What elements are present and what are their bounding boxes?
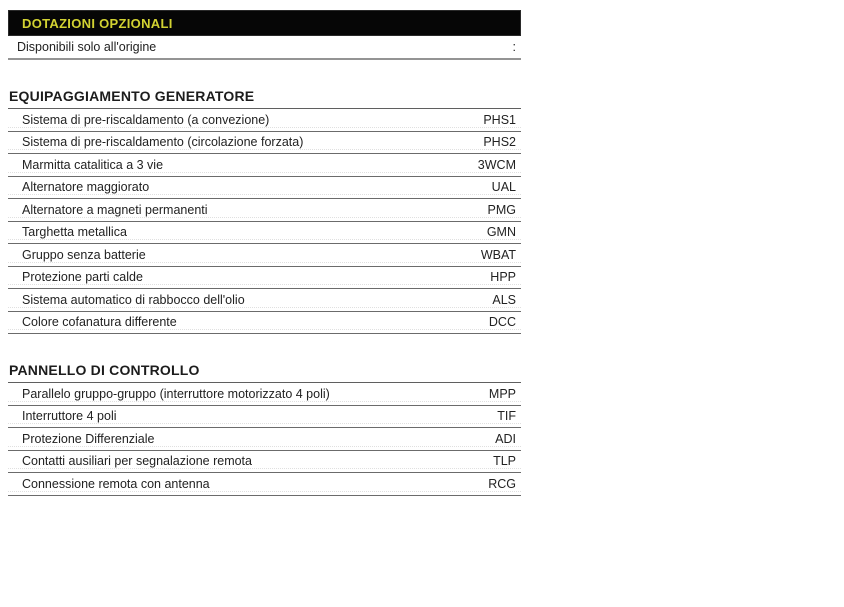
option-code: ALS — [492, 292, 516, 307]
section-pannello-di-controllo — [8, 362, 521, 496]
option-code: UAL — [491, 180, 516, 195]
option-code: 3WCM — [477, 157, 516, 172]
table-row — [8, 109, 521, 132]
option-label: Protezione Differenziale — [22, 431, 155, 446]
page-title: DOTAZIONI OPZIONALI — [22, 15, 173, 31]
option-label: Parallelo gruppo-gruppo (interruttore motorizzato 4 poli) — [22, 386, 330, 401]
table-row — [8, 222, 521, 245]
table-row — [8, 383, 521, 406]
option-label: Colore cofanatura differente — [22, 315, 177, 330]
option-code: TLP — [493, 454, 516, 469]
table-row — [8, 406, 521, 429]
table-row — [8, 312, 521, 335]
table-row — [8, 267, 521, 290]
title-bar — [8, 10, 521, 36]
option-code: GMN — [486, 225, 516, 240]
note-label: Disponibili solo all'origine — [17, 40, 157, 54]
option-code: TIF — [497, 409, 516, 424]
option-code: PMG — [487, 202, 516, 217]
options-table — [8, 382, 521, 496]
option-code: WBAT — [480, 247, 516, 262]
table-row — [8, 154, 521, 177]
option-label: Sistema automatico di rabbocco dell'olio — [22, 292, 245, 307]
option-code: MPP — [488, 386, 516, 401]
options-document — [8, 10, 521, 496]
section-equipaggiamento-generatore — [8, 88, 521, 334]
table-row — [8, 289, 521, 312]
option-code: DCC — [488, 315, 516, 330]
table-row — [8, 244, 521, 267]
options-table — [8, 108, 521, 334]
table-row — [8, 132, 521, 155]
table-row — [8, 177, 521, 200]
option-code: ADI — [495, 431, 516, 446]
option-label: Contatti ausiliari per segnalazione remota — [22, 454, 252, 469]
option-label: Marmitta catalitica a 3 vie — [22, 157, 164, 172]
option-label: Gruppo senza batterie — [22, 247, 146, 262]
table-row — [8, 199, 521, 222]
option-label: Alternatore maggiorato — [22, 180, 150, 195]
option-code: HPP — [490, 270, 516, 285]
table-row — [8, 428, 521, 451]
note-row — [8, 36, 521, 60]
option-label: Interruttore 4 poli — [22, 409, 117, 424]
option-label: Sistema di pre-riscaldamento (a convezione) — [22, 112, 270, 127]
table-row — [8, 451, 521, 474]
note-colon: : — [512, 40, 516, 54]
option-label: Protezione parti calde — [22, 270, 143, 285]
section-title: PANNELLO DI CONTROLLO — [9, 362, 200, 378]
option-label: Sistema di pre-riscaldamento (circolazione forzata) — [22, 135, 304, 150]
option-label: Targhetta metallica — [22, 225, 127, 240]
option-label: Connessione remota con antenna — [22, 476, 210, 491]
option-code: PHS1 — [483, 112, 516, 127]
option-label: Alternatore a magneti permanenti — [22, 202, 208, 217]
section-title: EQUIPAGGIAMENTO GENERATORE — [9, 88, 255, 104]
option-code: RCG — [488, 476, 516, 491]
option-code: PHS2 — [483, 135, 516, 150]
table-row — [8, 473, 521, 496]
